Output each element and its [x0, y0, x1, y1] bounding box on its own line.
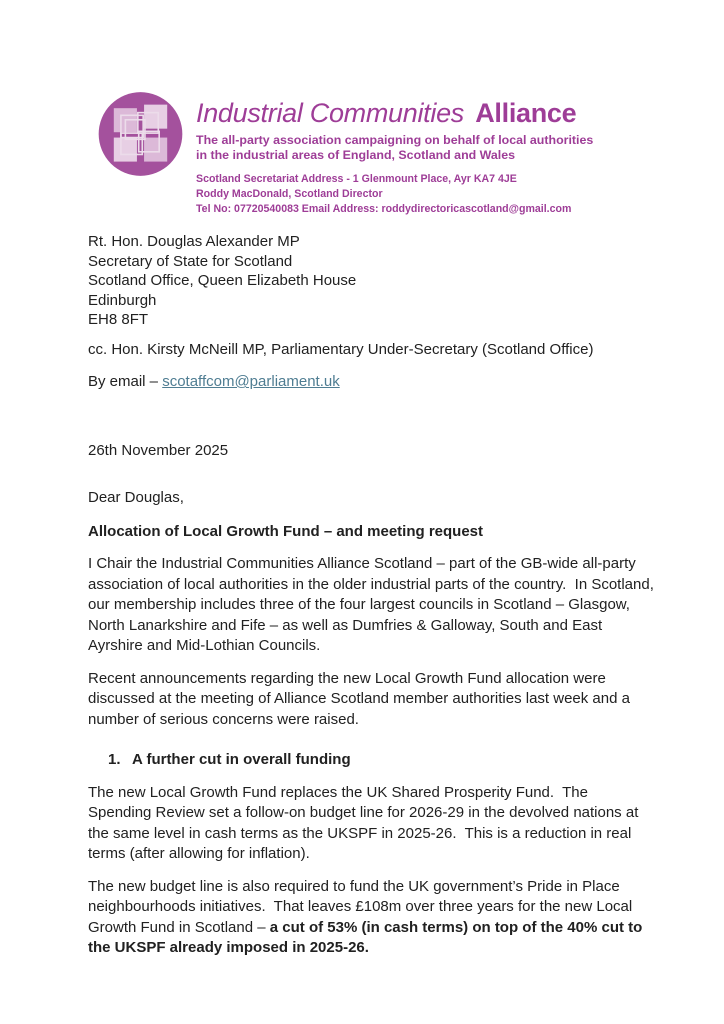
- letter-body: [88, 232, 659, 959]
- email-line: [88, 372, 654, 393]
- letterhead-text: [196, 88, 593, 217]
- section-number: 1.: [108, 751, 121, 768]
- secretariat-director-line: Roddy MacDonald, Scotland Director: [196, 188, 383, 201]
- recipient-city: Edinburgh: [88, 291, 157, 309]
- org-name-bold: Alliance: [475, 98, 577, 128]
- org-logo-graphic: [96, 88, 185, 180]
- org-logo-icon: [96, 88, 185, 180]
- date-line: 26th November 2025: [88, 441, 229, 459]
- paragraph-fund-replaces: The new Local Growth Fund replaces the UK Shared Prosperity Fund. The Spending Review set a follow-on budget line for 2026-29 in the devolved nations at the same level in cash terms as the UKSPF in 2025-26. This is a reduction in real terms (after allowing for inflation).: [88, 783, 643, 862]
- secretariat-contact-line: Tel No: 07720540083 Email Address: roddydirectoricascotland@gmail.com: [196, 202, 572, 215]
- recipient-office: Scotland Office, Queen Elizabeth House: [88, 272, 357, 289]
- email-line-prefix: By email –: [88, 373, 163, 390]
- org-tagline-line2: in the industrial areas of England, Scotland and Wales: [196, 148, 515, 163]
- email-link[interactable]: scotaffcom@parliament.uk: [162, 373, 340, 390]
- org-tagline: [196, 133, 593, 163]
- recipient-postcode: EH8 8FT: [88, 311, 149, 328]
- secretariat-address-line: Scotland Secretariat Address - 1 Glenmount Place, Ayr KA7 4JE: [196, 173, 517, 186]
- paragraph-announcements: Recent announcements regarding the new Local Growth Fund allocation were discussed at the meeting of Alliance Scotland member authorities last week and a number of serious concerns were raised.: [88, 669, 635, 728]
- secretariat-details: [196, 172, 593, 216]
- paragraph-budget-line-normal: The new budget line is also required to fund the UK government’s Pride in Place neighbourhoods initiatives. That leaves £108m over three years for the new Local Growth Fund in Scotland –: [88, 877, 637, 936]
- recipient-title: Secretary of State for Scotland: [88, 252, 293, 270]
- section-heading-text: A further cut in overall funding: [132, 751, 351, 768]
- paragraph-budget-line: [88, 877, 654, 959]
- org-name: [196, 98, 593, 129]
- paragraph-budget-line-bold: a cut of 53% (in cash terms) on top of the 40% cut to the UKSPF already imposed in 2025-26.: [88, 918, 647, 956]
- salutation: Dear Douglas,: [88, 489, 184, 506]
- org-tagline-line1: The all-party association campaigning on behalf of local authorities: [196, 133, 594, 147]
- org-name-regular: Industrial Communities: [196, 98, 465, 128]
- paragraph-intro: I Chair the Industrial Communities Alliance Scotland – part of the GB-wide all-party association of local authorities in the older industrial parts of the country. In Scotland, our membership includes three of the four largest councils in Scotland – Glasgow, North Lanarkshire and Fife – as well as Dumfries & Galloway, South and East Ayrshire and Mid-Lothian Councils.: [88, 555, 659, 654]
- subject-line: Allocation of Local Growth Fund – and meeting request: [88, 522, 484, 540]
- cc-line: cc. Hon. Kirsty McNeill MP, Parliamentary Under-Secretary (Scotland Office): [88, 340, 594, 358]
- recipient-name: Rt. Hon. Douglas Alexander MP: [88, 233, 300, 250]
- section-heading-1: [88, 750, 654, 771]
- recipient-address: [88, 232, 654, 330]
- letterhead: [96, 88, 593, 217]
